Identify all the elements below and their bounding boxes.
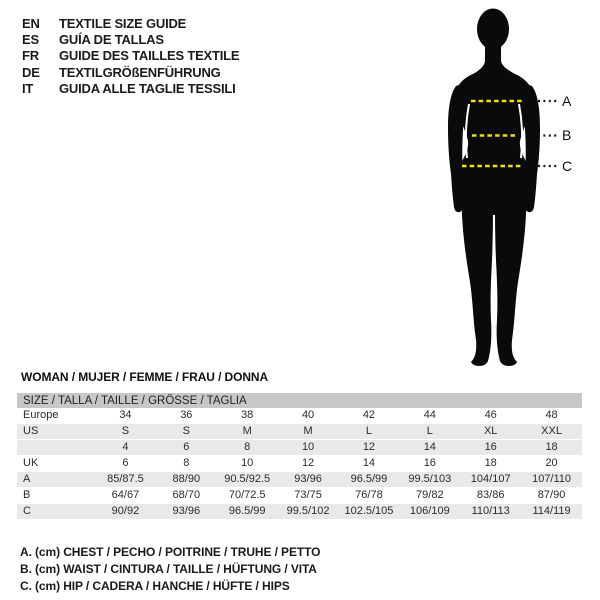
table-header: SIZE / TALLA / TAILLE / GRÖSSE / TAGLIA [17, 393, 582, 408]
cell: 6 [95, 456, 156, 472]
cell: 34 [95, 408, 156, 424]
cell: 87/90 [521, 488, 582, 504]
table-row-europe [17, 408, 582, 424]
cell: M [217, 424, 278, 440]
cell: 40 [278, 408, 339, 424]
table-row-waist [17, 488, 582, 504]
cell: 83/86 [460, 488, 521, 504]
legend-waist: B. (cm) WAIST / CINTURA / TAILLE / HÜFTUNG / VITA [20, 561, 317, 576]
cell: 36 [156, 408, 217, 424]
lang-title: GUIDE DES TAILLES TEXTILE [59, 48, 240, 64]
cell: 10 [278, 440, 339, 456]
language-title-list [22, 15, 239, 96]
lang-code: ES [22, 31, 39, 47]
cell: 6 [156, 440, 217, 456]
cell: 88/90 [156, 472, 217, 488]
lang-code: EN [22, 15, 40, 31]
cell: 12 [339, 440, 400, 456]
cell: 8 [156, 456, 217, 472]
cell: 79/82 [399, 488, 460, 504]
cell: M [278, 424, 339, 440]
cell: 20 [521, 456, 582, 472]
cell: 99.5/103 [399, 472, 460, 488]
cell: 70/72.5 [217, 488, 278, 504]
cell: 106/109 [399, 504, 460, 520]
row-label: A [17, 472, 95, 488]
table-row-uk [17, 456, 582, 472]
size-table [17, 393, 582, 520]
cell: 18 [521, 440, 582, 456]
cell: 16 [460, 440, 521, 456]
lang-code: IT [22, 80, 34, 96]
cell: XXL [521, 424, 582, 440]
legend-hip: C. (cm) HIP / CADERA / HANCHE / HÜFTE / HIPS [20, 579, 290, 594]
cell: 90.5/92.5 [217, 472, 278, 488]
cell: 14 [339, 456, 400, 472]
lang-title: GUÍA DE TALLAS [59, 31, 164, 47]
cell: S [95, 424, 156, 440]
lang-title: TEXTILE SIZE GUIDE [59, 15, 187, 31]
cell: 85/87.5 [95, 472, 156, 488]
cell: L [339, 424, 400, 440]
measure-label-b: B [562, 127, 572, 143]
cell: L [399, 424, 460, 440]
cell: 96.5/99 [217, 504, 278, 520]
table-header-row [17, 393, 582, 408]
measure-label-c: C [562, 158, 573, 174]
cell: 107/110 [521, 472, 582, 488]
lang-row-de [22, 64, 239, 80]
table-row-us-numeric [17, 440, 582, 456]
cell: 93/96 [156, 504, 217, 520]
cell: 114/119 [521, 504, 582, 520]
table-row-hip [17, 504, 582, 520]
table-row-us-letter [17, 424, 582, 440]
cell: 4 [95, 440, 156, 456]
cell: 64/67 [95, 488, 156, 504]
row-label: US [17, 424, 95, 440]
cell: 102.5/105 [339, 504, 400, 520]
lang-code: FR [22, 48, 39, 64]
cell: 44 [399, 408, 460, 424]
row-label: Europe [17, 408, 95, 424]
cell: 110/113 [460, 504, 521, 520]
lang-row-es [22, 31, 239, 47]
cell: 10 [217, 456, 278, 472]
legend-chest: A. (cm) CHEST / PECHO / POITRINE / TRUHE / PETTO [20, 544, 321, 559]
cell: 46 [460, 408, 521, 424]
woman-silhouette-figure [425, 2, 565, 372]
cell: 104/107 [460, 472, 521, 488]
row-label: UK [17, 456, 95, 472]
cell: 14 [399, 440, 460, 456]
lang-title: TEXTILGRÖßENFÜHRUNG [59, 64, 221, 80]
cell: 42 [339, 408, 400, 424]
cell: 38 [217, 408, 278, 424]
cell: 73/75 [278, 488, 339, 504]
cell: 18 [460, 456, 521, 472]
row-label: C [17, 504, 95, 520]
cell: 99.5/102 [278, 504, 339, 520]
lang-row-en [22, 15, 239, 31]
cell: 93/96 [278, 472, 339, 488]
cell: 16 [399, 456, 460, 472]
cell: 96.5/99 [339, 472, 400, 488]
woman-silhouette [448, 9, 540, 367]
cell: 90/92 [95, 504, 156, 520]
cell: 12 [278, 456, 339, 472]
lang-title: GUIDA ALLE TAGLIE TESSILI [59, 80, 236, 96]
lang-row-fr [22, 48, 239, 64]
cell: 76/78 [339, 488, 400, 504]
cell: 8 [217, 440, 278, 456]
lang-row-it [22, 80, 239, 96]
measurement-legend [20, 543, 320, 595]
row-label [17, 440, 95, 456]
cell: XL [460, 424, 521, 440]
cell: S [156, 424, 217, 440]
lang-code: DE [22, 64, 40, 80]
row-label: B [17, 488, 95, 504]
table-row-chest [17, 472, 582, 488]
measure-label-a: A [562, 93, 572, 109]
section-title: WOMAN / MUJER / FEMME / FRAU / DONNA [21, 370, 269, 384]
cell: 48 [521, 408, 582, 424]
cell: 68/70 [156, 488, 217, 504]
